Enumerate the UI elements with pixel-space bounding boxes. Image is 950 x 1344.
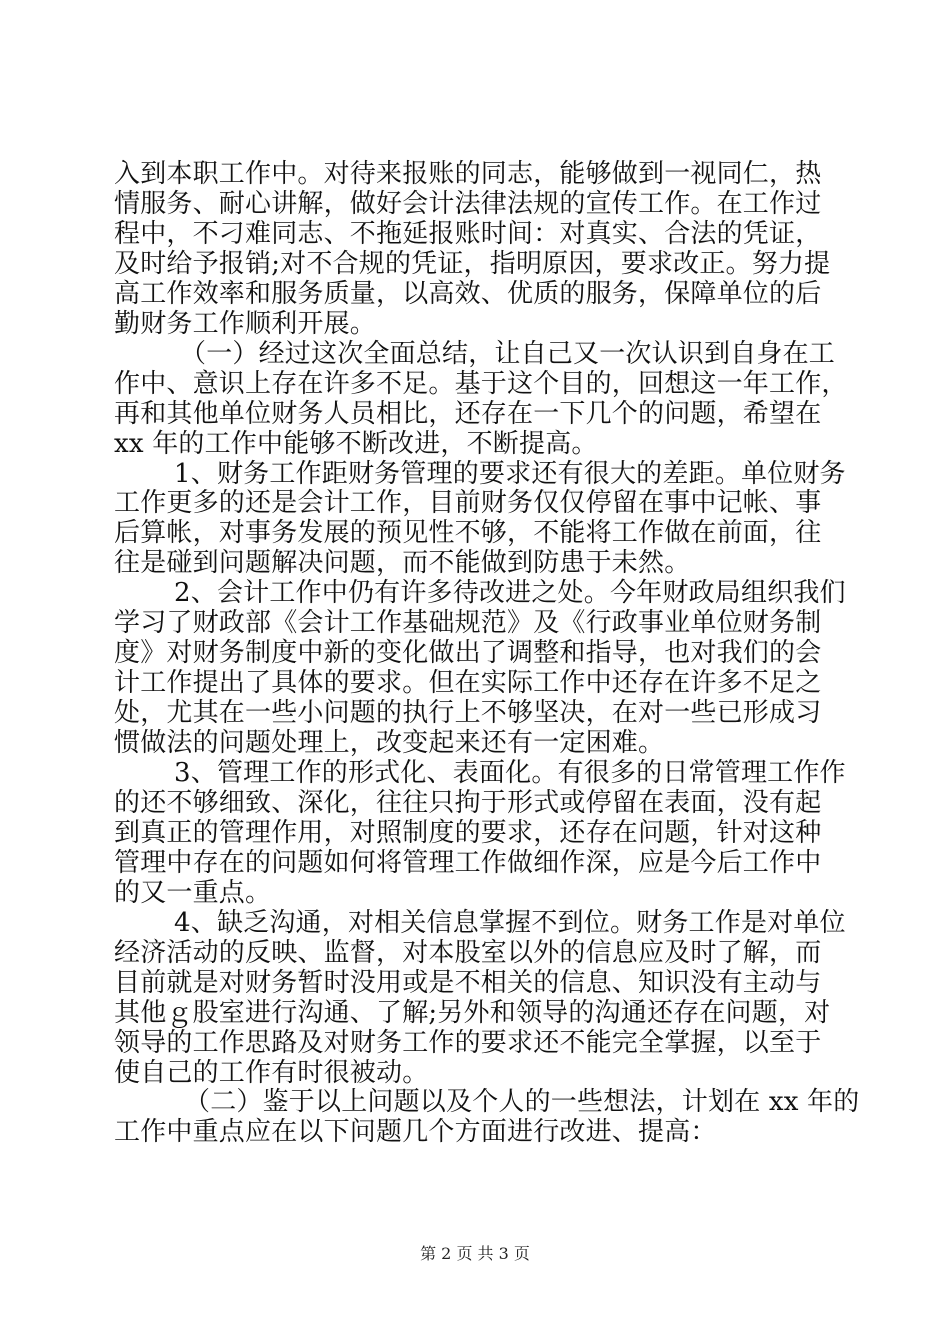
text-line: 作中、意识上存在许多不足。基于这个目的，回想这一年工作， [114, 368, 848, 399]
text-line: 的又一重点。 [114, 877, 272, 908]
text-line: 目前就是对财务暂时没用或是不相关的信息、知识没有主动与 [114, 967, 822, 998]
text-line: 3、管理工作的形式化、表面化。有很多的日常管理工作作 [174, 758, 846, 788]
text-line: 往是碰到问题解决问题，而不能做到防患于未然。 [114, 548, 691, 579]
text-line: 管理中存在的问题如何将管理工作做细作深，应是今后工作中 [114, 847, 822, 878]
text-line: 2、会计工作中仍有许多待改进之处。今年财政局组织我们 [174, 578, 846, 609]
text-line: 入到本职工作中。对待来报账的同志，能够做到一视同仁，热 [114, 159, 822, 189]
text-line: 度》对财务制度中新的变化做出了调整和指导，也对我们的会 [114, 638, 822, 669]
text-line: 工作更多的还是会计工作，目前财务仅仅停留在事中记帐、事 [114, 488, 822, 519]
text-line: 及时给予报销;对不合规的凭证，指明原因，要求改正。努力提 [114, 248, 831, 279]
text-line: 后算帐，对事务发展的预见性不够，不能将工作做在前面，往 [114, 518, 822, 549]
text-line: 领导的工作思路及对财务工作的要求还不能完全掌握，以至于 [114, 1027, 822, 1058]
text-line: 惯做法的问题处理上，改变起来还有一定困难。 [114, 728, 665, 759]
text-line: 学习了财政部《会计工作基础规范》及《行政事业单位财务制 [114, 608, 822, 639]
text-line: 勤财务工作顺利开展。 [114, 308, 377, 339]
text-line: （二）鉴于以上问题以及个人的一些想法，计划在 xx 年的 [184, 1087, 860, 1118]
text-line: 再和其他单位财务人员相比，还存在一下几个的问题，希望在 [114, 398, 822, 429]
text-line: 情服务、耐心讲解，做好会计法律法规的宣传工作。在工作过 [114, 188, 822, 219]
page-footer: 第 2 页 共 3 页 [420, 1244, 530, 1263]
text-line: 计工作提出了具体的要求。但在实际工作中还存在许多不足之 [114, 668, 822, 699]
text-line: xx 年的工作中能够不断改进，不断提高。 [114, 428, 598, 459]
text-line: 处，尤其在一些小问题的执行上不够坚决，在对一些已形成习 [114, 698, 822, 729]
text-line: 经济活动的反映、监督，对本股室以外的信息应及时了解，而 [114, 937, 822, 968]
text-line: 工作中重点应在以下问题几个方面进行改进、提高： [114, 1117, 717, 1148]
text-line: 使自己的工作有时很被动。 [114, 1057, 429, 1088]
text-line: 高工作效率和服务质量，以高效、优质的服务，保障单位的后 [114, 278, 822, 309]
text-line: 4、缺乏沟通，对相关信息掌握不到位。财务工作是对单位 [174, 907, 846, 938]
text-line: （一）经过这次全面总结，让自己又一次认识到自身在工 [180, 338, 836, 369]
text-line: 的还不够细致、深化，往往只拘于形式或停留在表面，没有起 [114, 787, 822, 818]
text-line: 1、财务工作距财务管理的要求还有很大的差距。单位财务 [174, 458, 846, 489]
text-line: 其他ｇ股室进行沟通、了解;另外和领导的沟通还存在问题，对 [114, 997, 831, 1028]
text-line: 到真正的管理作用，对照制度的要求，还存在问题，针对这种 [114, 817, 822, 848]
text-line: 程中，不刁难同志、不拖延报账时间：对真实、合法的凭证， [114, 218, 822, 249]
